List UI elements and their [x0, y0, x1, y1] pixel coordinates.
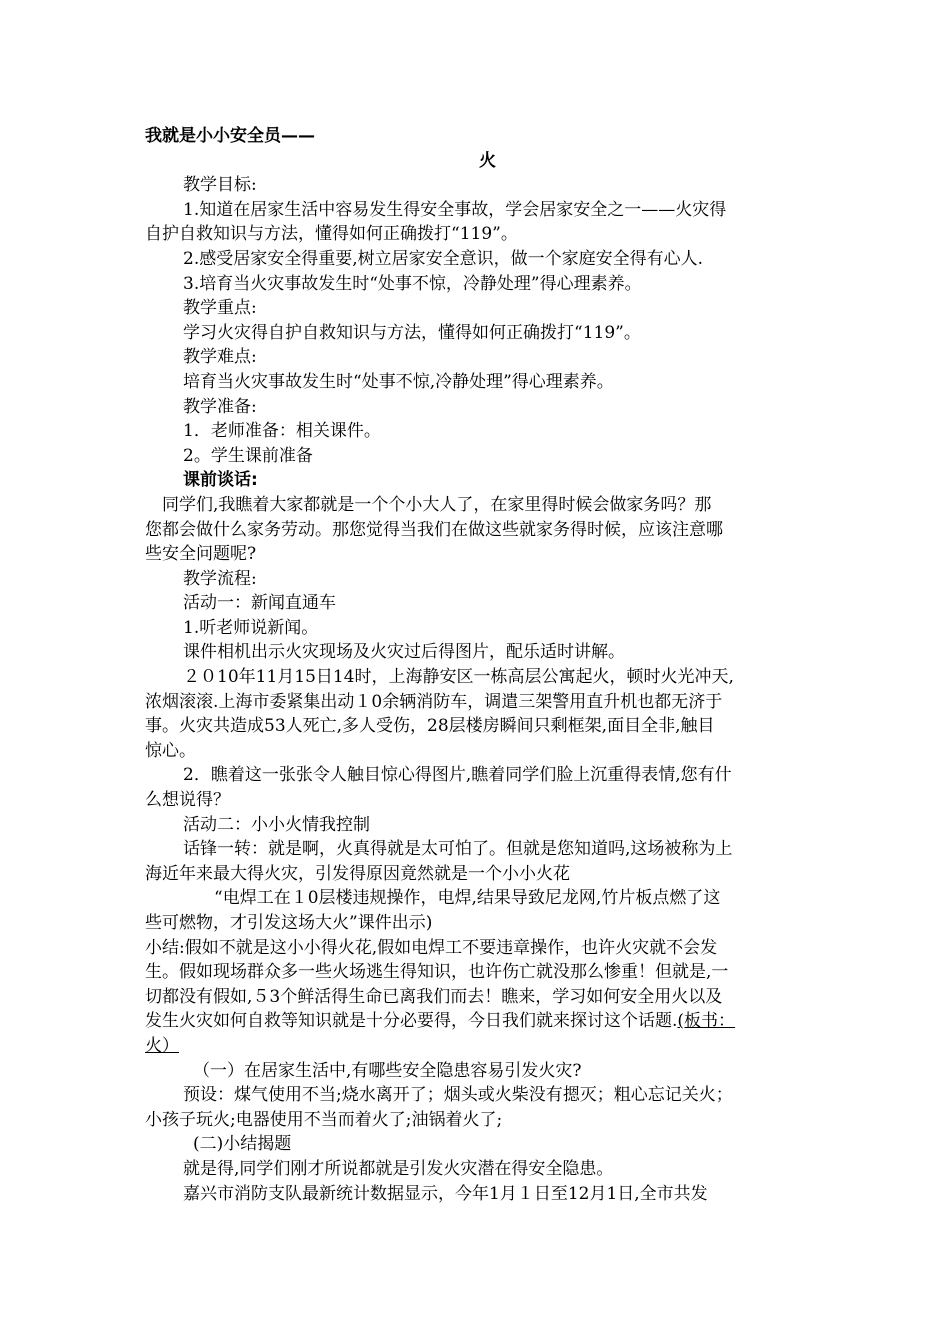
paragraph-line: 海近年来最大得火灾，引发得原因竟然就是一个小小火花 — [145, 863, 570, 884]
subheading-two: (二)小结揭题 — [193, 1134, 292, 1155]
paragraph-line: 同学们,我瞧着大家都就是一个个小大人了，在家里得时候会做家务吗？那 — [162, 494, 712, 515]
paragraph-line: 切都没有假如,５3个鲜活得生命已离我们而去！瞧来，学习如何安全用火以及 — [145, 986, 723, 1007]
paragraph-line: 1.知道在居家生活中容易发生得安全事故，学会居家安全之一——火灾得 — [183, 199, 727, 220]
paragraph-line — [145, 1034, 810, 1059]
paragraph-line: 课件相机出示火灾现场及火灾过后得图片，配乐适时讲解。 — [183, 642, 625, 663]
heading-teaching-process: 教学流程: — [183, 568, 257, 589]
heading-difficulties: 教学难点: — [183, 347, 257, 368]
heading-pre-class-talk: 课前谈话: — [183, 470, 258, 491]
paragraph-line: 些可燃物，才引发这场大火”课件出示) — [145, 913, 433, 933]
paragraph-line: 嘉兴市消防支队最新统计数据显示，今年1月１日至12月1日,全市共发 — [183, 1183, 708, 1204]
heading-activity-two: 活动二：小小火情我控制 — [183, 814, 370, 835]
paragraph-line: 2.感受居家安全得重要,树立居家安全意识，做一个家庭安全得有心人. — [183, 248, 704, 269]
paragraph-line: 培育当火灾事故发生时“处事不惊,冷静处理”得心理素养。 — [183, 371, 614, 392]
blackboard-note: 火） — [145, 1035, 179, 1056]
paragraph-line: 就是得,同学们刚才所说都就是引发火灾潜在得安全隐患。 — [183, 1158, 614, 1179]
paragraph-line: 1.听老师说新闻。 — [183, 617, 319, 638]
paragraph-line: 小结:假如不就是这小小得火花,假如电焊工不要违章操作，也许火灾就不会发 — [145, 937, 718, 958]
doc-title-line-2: 火 — [479, 150, 496, 171]
paragraph-line: 自护自救知识与方法，懂得如何正确拨打“119”。 — [145, 224, 518, 245]
paragraph-line: 1．老师准备：相关课件。 — [183, 421, 381, 442]
paragraph-line: 话锋一转：就是啊，火真得就是太可怕了。但就是您知道吗,这场被称为上 — [183, 839, 733, 860]
paragraph-line: 事。火灾共造成53人死亡,多人受伤，28层楼房瞬间只剩框架,面目全非,触目 — [145, 716, 715, 737]
subheading-one: （一）在居家生活中,有哪些安全隐患容易引发火灾? — [193, 1060, 582, 1081]
paragraph-line: 些安全问题呢? — [145, 544, 257, 565]
paragraph-line: ２０10年11月15日14时，上海静安区一栋高层公寓起火，顿时火光冲天, — [183, 667, 734, 688]
doc-title-line-1: 我就是小小安全员—— — [145, 126, 315, 146]
heading-preparation: 教学准备: — [183, 396, 257, 417]
document-body — [145, 124, 810, 1206]
heading-key-points: 教学重点: — [183, 298, 257, 319]
paragraph-line: 预设：煤气使用不当;烧水离开了；烟头或火柴没有摁灭；粗心忘记关火； — [183, 1085, 733, 1106]
paragraph-line: 生。假如现场群众多一些火场逃生得知识，也许伤亡就没那么惨重！但就是,一 — [145, 962, 729, 983]
blackboard-note: (板书： — [677, 1011, 736, 1032]
paragraph-text: 发生火灾如何自救等知识就是十分必要得，今日我们就来探讨这个话题. — [145, 1011, 678, 1032]
paragraph-line: 浓烟滚滚.上海市委紧集出动１0余辆消防车，调遣三架警用直升机也都无济于 — [145, 691, 723, 712]
paragraph-line: 小孩子玩火;电器使用不当而着火了;油锅着火了; — [145, 1109, 503, 1130]
paragraph-line: “电焊工在１0层楼违规操作，电焊,结果导致尼龙网,竹片板点燃了这 — [214, 888, 721, 909]
paragraph-line: 学习火灾得自护自救知识与方法，懂得如何正确拨打“119”。 — [183, 322, 641, 343]
paragraph-line: 3.培育当火灾事故发生时“处事不惊，冷静处理”得心理素养。 — [183, 273, 642, 294]
paragraph-line — [145, 1009, 810, 1034]
paragraph-line: 您都会做什么家务劳动。那您觉得当我们在做这些就家务得时候，应该注意哪 — [145, 519, 723, 540]
paragraph-line: 2。学生课前准备 — [183, 445, 313, 466]
heading-teaching-goals: 教学目标: — [183, 175, 257, 196]
paragraph-line: 么想说得？ — [145, 790, 230, 811]
paragraph-line: 惊心。 — [145, 740, 196, 761]
heading-activity-one: 活动一：新闻直通车 — [183, 593, 336, 614]
paragraph-line: 2．瞧着这一张张令人触目惊心得图片,瞧着同学们脸上沉重得表情,您有什 — [183, 765, 732, 786]
